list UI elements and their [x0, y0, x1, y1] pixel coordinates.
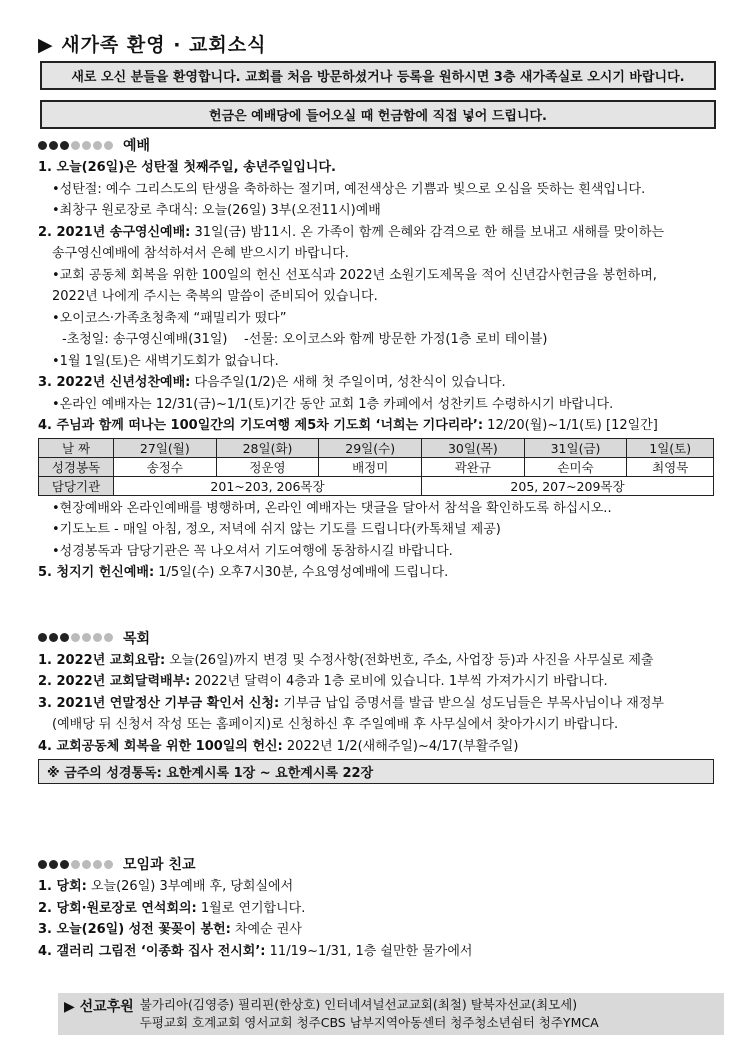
list-item: 1. 당회: 오늘(26일) 3부예배 후, 당회실에서 — [38, 879, 294, 894]
list-item: •오이코스·가족초청축제 “패밀리가 떴다” — [52, 310, 287, 326]
section-dots-icon — [38, 633, 115, 642]
list-item: 2022년 나에게 주시는 축복의 말씀이 준비되어 있습니다. — [52, 289, 378, 304]
list-item: 3. 2022년 신년성찬예배: 다음주일(1/2)은 새해 첫 주일이며, 성찬식이 있습니다. — [38, 375, 506, 390]
bulletin — [38, 30, 718, 962]
list-item: •최창구 원로장로 추대식: 오늘(26일) 3부(오전11시)예배 — [52, 203, 381, 218]
list-item: 2. 당회·원로장로 연석회의: 1월로 연기합니다. — [38, 900, 306, 916]
list-item: 1. 2022년 교회요람: 오늘(26일)까지 변경 및 수정사항(전화번호, 주소, 사업장 등)과 사진을 사무실로 제출 — [38, 652, 654, 668]
mission-label: ▶ 선교후원 — [64, 999, 134, 1015]
section-dots-icon — [38, 141, 115, 150]
list-item: 3. 2021년 연말정산 기부금 확인서 신청: 기부금 납입 증명서를 발급 받으실 성도님들은 부목사님이나 재정부 — [38, 695, 664, 711]
list-item: 4. 교회공동체 회복을 위한 100일의 헌신: 2022년 1/2(새해주일)~4/17(부활주일) — [38, 738, 519, 754]
list-item: •성경봉독과 담당기관은 꼭 나오셔서 기도여행에 동참하시길 바랍니다. — [52, 543, 453, 559]
list-item: 4. 주님과 함께 떠나는 100일간의 기도여행 제5차 기도회 ‘너희는 기다리라’: 12/20(월)~1/1(토) [12일간] — [38, 418, 658, 433]
list-item: 3. 오늘(26일) 성전 꽃꽂이 봉헌: 차예순 권사 — [38, 922, 302, 937]
list-item: 2. 2021년 송구영신예배: 31일(금) 밤11시. 온 가족이 함께 은혜와 감격으로 한 해를 보내고 새해를 맞이하는 — [38, 224, 665, 240]
list-item: 5. 청지기 헌신예배: 1/5일(수) 오후7시30분, 수요영성예배에 드립니다. — [38, 565, 449, 580]
list-item: -초청일: 송구영신예배(31일) -선물: 오이코스와 함께 방문한 가정(1층 로비 테이블) — [62, 332, 548, 347]
mission-line: 불가리아(김영증) 필리핀(한상호) 인터네셔널선교교회(최철) 탈북자선교(최모세) — [139, 997, 578, 1012]
pastoral-list — [38, 650, 718, 758]
mission-support-footer — [58, 993, 724, 1035]
offering-banner: 헌금은 예배당에 들어오실 때 헌금함에 직접 넣어 드립니다. — [40, 100, 716, 129]
list-item: 송구영신예배에 참석하셔서 은혜 받으시기 바랍니다. — [52, 246, 349, 261]
bible-reading-box: ※ 금주의 성경통독: 요한계시록 1장 ~ 요한계시록 22장 — [38, 759, 714, 784]
list-item: •온라인 예배자는 12/31(금)~1/1(토)기간 동안 교회 1층 카페에서 성찬키트 수령하시기 바랍니다. — [52, 396, 614, 412]
list-item: •기도노트 - 매일 아침, 정오, 저녁에 쉬지 않는 기도를 드립니다(카톡채널 제공) — [52, 522, 501, 537]
list-item: •1월 1일(토)은 새벽기도회가 없습니다. — [52, 353, 279, 369]
worship-after-list — [38, 498, 718, 584]
page-title: ▶ 새가족 환영 · 교회소식 — [38, 34, 267, 56]
list-item: 4. 갤러리 그림전 ‘이종화 집사 전시회’: 11/19~1/31, 1층 쉴만한 물가에서 — [38, 943, 473, 959]
table-row: 날 짜 27일(월) 28일(화) 29일(수) 30일(목) 31일(금) 1일(토) — [39, 438, 714, 457]
table-row: 담당기관 201~203, 206목장 205, 207~209목장 — [39, 476, 714, 495]
prayer-schedule-table — [38, 438, 714, 496]
mission-line: 두평교회 호계교회 영서교회 청주CBS 남부지역아동센터 청주청소년쉼터 청주YMCA — [139, 1015, 599, 1030]
table-row: 성경봉독 송정수 정운영 배정미 곽완규 손미숙 최영묵 — [39, 457, 714, 476]
list-item: 1. 오늘(26일)은 성탄절 첫째주일, 송년주일입니다. — [38, 160, 336, 175]
fellowship-list — [38, 876, 718, 962]
list-item: 2. 2022년 교회달력배부: 2022년 달력이 4층과 1층 로비에 있습니다. 1부씩 가져가시기 바랍니다. — [38, 674, 608, 689]
list-item: (예배당 뒤 신청서 작성 또는 홈페이지)로 신청하신 후 주일예배 후 사무실에서 찾아가시기 바랍니다. — [52, 717, 619, 732]
section-dots-icon — [38, 860, 115, 869]
list-item: •성탄절: 예수 그리스도의 탄생을 축하하는 절기며, 예전색상은 기쁨과 빛으로 오심을 뜻하는 흰색입니다. — [52, 181, 646, 197]
section-heading-fellowship: 모임과 친교 — [38, 854, 718, 874]
welcome-banner: 새로 오신 분들을 환영합니다. 교회를 처음 방문하셨거나 등록을 원하시면 3층 새가족실로 오시기 바랍니다. — [40, 61, 716, 90]
worship-list — [38, 157, 718, 437]
section-heading-pastoral: 목회 — [38, 628, 718, 648]
section-heading-worship: 예배 — [38, 135, 718, 155]
list-item: •교회 공동체 회복을 위한 100일의 헌신 선포식과 2022년 소원기도제목을 적어 신년감사헌금을 봉헌하며, — [52, 267, 657, 283]
list-item: •현장예배와 온라인예배를 병행하며, 온라인 예배자는 댓글을 달아서 참석을 확인하도록 하십시오.. — [52, 500, 612, 516]
